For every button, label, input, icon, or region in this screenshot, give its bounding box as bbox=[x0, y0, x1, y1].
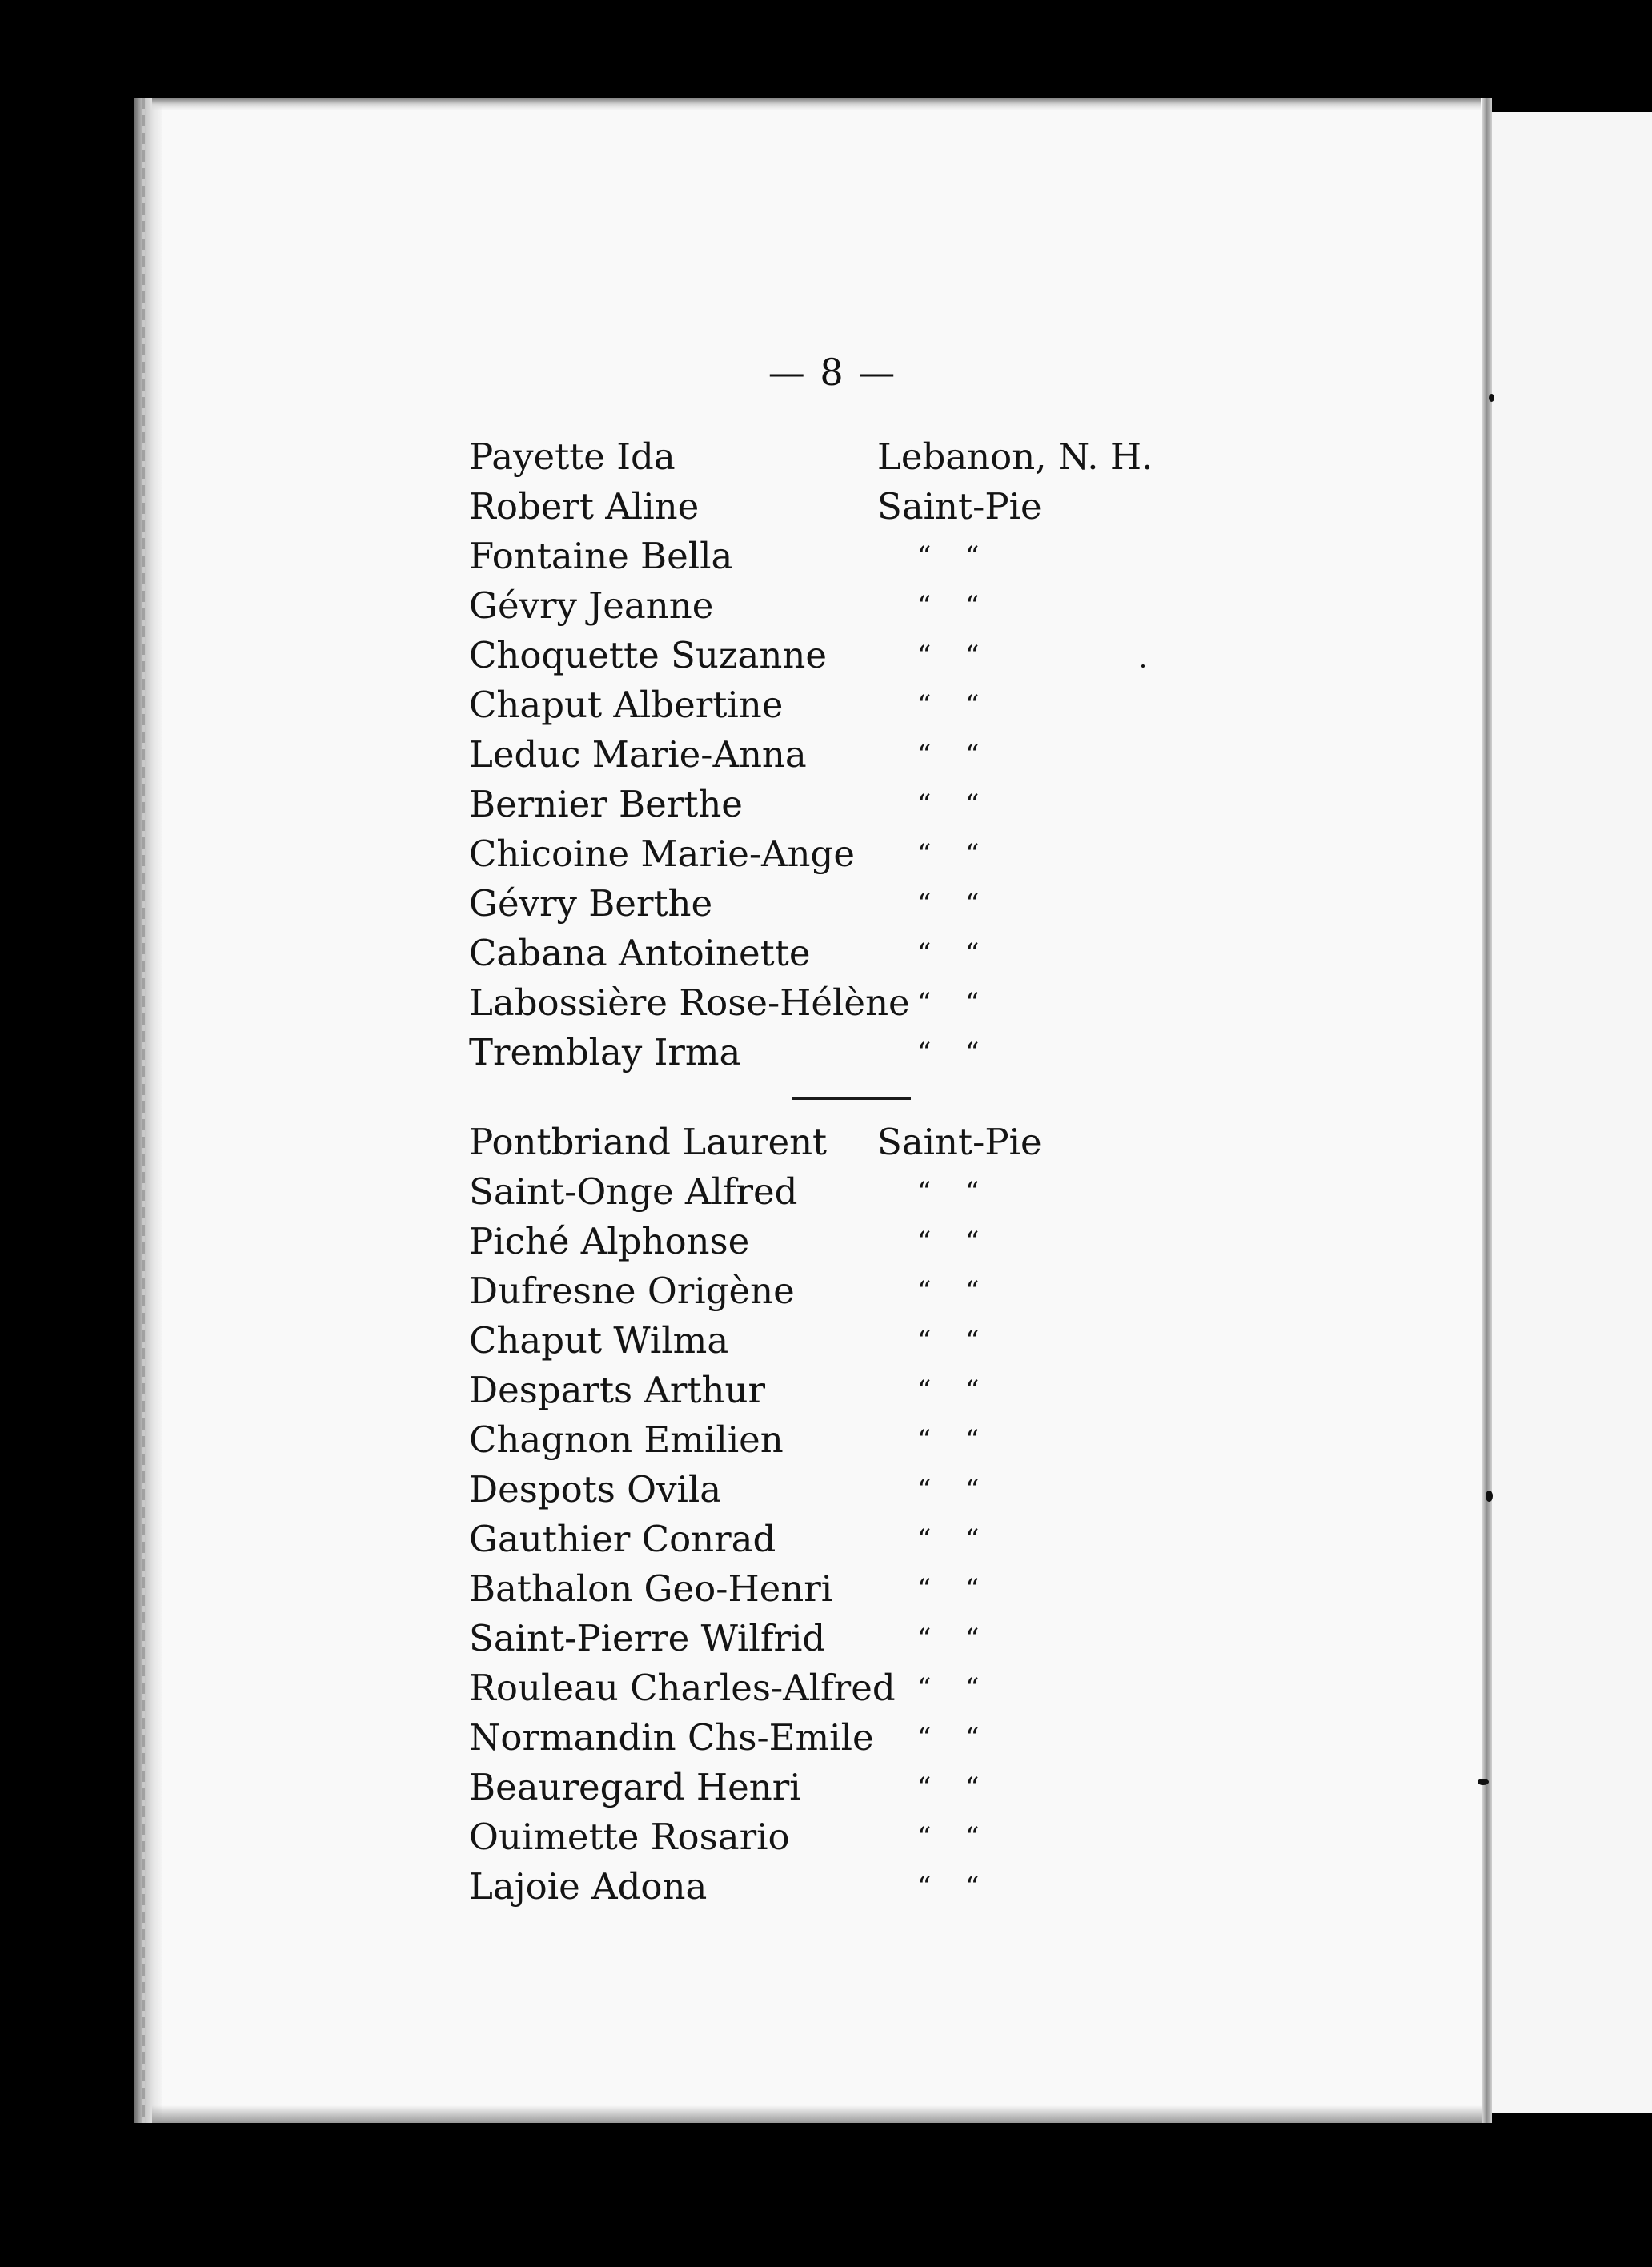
ditto-marks bbox=[917, 879, 1013, 929]
ditto-mark: “ bbox=[917, 1325, 932, 1357]
ditto-marks bbox=[917, 780, 1013, 829]
person-name: Choquette Suzanne bbox=[469, 634, 827, 676]
ditto-marks bbox=[917, 829, 1013, 879]
ditto-mark: “ bbox=[917, 1871, 932, 1903]
bottom-shadow bbox=[152, 2105, 1489, 2123]
ditto-marks bbox=[917, 1812, 1013, 1862]
page-number: — 8 — bbox=[768, 351, 897, 394]
ditto-marks bbox=[917, 978, 1013, 1028]
ditto-marks bbox=[917, 1217, 1013, 1266]
ditto-mark: “ bbox=[917, 987, 932, 1019]
list-item bbox=[469, 1028, 1189, 1077]
person-name: Chagnon Emilien bbox=[469, 1418, 784, 1461]
ditto-mark: “ bbox=[965, 1037, 980, 1069]
ditto-mark: “ bbox=[965, 1623, 980, 1655]
ditto-mark: “ bbox=[917, 1474, 932, 1506]
ditto-mark: “ bbox=[965, 540, 980, 572]
list-item bbox=[469, 1465, 1189, 1515]
list-item bbox=[469, 631, 1189, 680]
person-name: Normandin Chs-Emile bbox=[469, 1716, 874, 1759]
ink-speck bbox=[1478, 1779, 1489, 1785]
person-name: Chicoine Marie-Ange bbox=[469, 833, 855, 875]
ditto-mark: “ bbox=[917, 1573, 932, 1605]
ditto-mark: “ bbox=[965, 788, 980, 821]
list-item bbox=[469, 1564, 1189, 1614]
list-item bbox=[469, 780, 1189, 829]
ditto-marks bbox=[917, 929, 1013, 978]
ditto-mark: “ bbox=[965, 1424, 980, 1456]
ditto-mark: “ bbox=[917, 689, 932, 721]
list-item bbox=[469, 1763, 1189, 1812]
list-item bbox=[469, 532, 1189, 581]
person-name: Gévry Berthe bbox=[469, 882, 713, 925]
ditto-mark: “ bbox=[917, 1523, 932, 1555]
list-item bbox=[469, 1862, 1189, 1912]
ditto-mark: “ bbox=[965, 590, 980, 622]
person-name: Rouleau Charles-Alfred bbox=[469, 1667, 896, 1709]
list-item bbox=[469, 1316, 1189, 1366]
ditto-mark: “ bbox=[965, 1176, 980, 1208]
ditto-marks bbox=[917, 631, 1013, 680]
place-name: Saint-Pie bbox=[877, 485, 1042, 528]
ditto-mark: “ bbox=[917, 788, 932, 821]
ditto-marks bbox=[917, 680, 1013, 730]
ditto-marks bbox=[917, 1316, 1013, 1366]
ditto-mark: “ bbox=[917, 1374, 932, 1406]
person-name: Cabana Antoinette bbox=[469, 932, 811, 974]
ditto-mark: “ bbox=[965, 888, 980, 920]
ditto-mark: “ bbox=[917, 1424, 932, 1456]
list-item bbox=[469, 1366, 1189, 1415]
ditto-mark: “ bbox=[965, 739, 980, 771]
person-name: Gévry Jeanne bbox=[469, 584, 714, 627]
person-name: Chaput Wilma bbox=[469, 1319, 729, 1362]
ditto-mark: “ bbox=[965, 1871, 980, 1903]
ditto-mark: “ bbox=[965, 1672, 980, 1704]
ditto-marks bbox=[917, 1663, 1013, 1713]
person-name: Desparts Arthur bbox=[469, 1369, 765, 1411]
ditto-mark: “ bbox=[965, 640, 980, 672]
ditto-marks bbox=[917, 532, 1013, 581]
person-name: Saint-Onge Alfred bbox=[469, 1170, 798, 1213]
ditto-mark: “ bbox=[917, 838, 932, 870]
ditto-marks bbox=[917, 1266, 1013, 1316]
person-name: Fontaine Bella bbox=[469, 535, 733, 577]
name-list-group-one bbox=[469, 432, 1189, 1077]
ditto-marks bbox=[917, 1614, 1013, 1663]
list-item bbox=[469, 929, 1189, 978]
ditto-mark: “ bbox=[917, 1037, 932, 1069]
ditto-mark: “ bbox=[917, 1226, 932, 1258]
list-item bbox=[469, 730, 1189, 780]
top-shadow bbox=[152, 98, 1481, 110]
list-item bbox=[469, 1415, 1189, 1465]
ditto-mark: “ bbox=[965, 1226, 980, 1258]
person-name: Leduc Marie-Anna bbox=[469, 733, 807, 776]
list-item bbox=[469, 978, 1189, 1028]
ditto-mark: “ bbox=[917, 540, 932, 572]
list-item bbox=[469, 1663, 1189, 1713]
ditto-mark: “ bbox=[917, 1623, 932, 1655]
ditto-mark: “ bbox=[965, 1523, 980, 1555]
person-name: Bernier Berthe bbox=[469, 783, 743, 825]
ditto-marks bbox=[917, 1465, 1013, 1515]
ditto-mark: “ bbox=[965, 1821, 980, 1853]
ditto-mark: “ bbox=[917, 888, 932, 920]
person-name: Bathalon Geo-Henri bbox=[469, 1567, 833, 1610]
list-item bbox=[469, 1614, 1189, 1663]
ditto-marks bbox=[917, 1515, 1013, 1564]
ditto-marks bbox=[917, 581, 1013, 631]
ditto-mark: “ bbox=[917, 1672, 932, 1704]
person-name: Pontbriand Laurent bbox=[469, 1121, 828, 1163]
list-item bbox=[469, 482, 1189, 532]
list-item bbox=[469, 1515, 1189, 1564]
facing-page-edge bbox=[1492, 112, 1652, 2113]
ditto-marks bbox=[917, 1564, 1013, 1614]
list-item bbox=[469, 1812, 1189, 1862]
list-item bbox=[469, 1713, 1189, 1763]
place-name: Saint-Pie bbox=[877, 1121, 1042, 1163]
person-name: Chaput Albertine bbox=[469, 684, 784, 726]
ditto-mark: “ bbox=[965, 838, 980, 870]
section-divider bbox=[792, 1097, 911, 1100]
ditto-marks bbox=[917, 730, 1013, 780]
person-name: Robert Aline bbox=[469, 485, 700, 528]
ink-speck bbox=[1489, 394, 1494, 402]
ditto-mark: “ bbox=[917, 1275, 932, 1307]
ditto-mark: “ bbox=[965, 1474, 980, 1506]
ditto-mark: “ bbox=[965, 1573, 980, 1605]
person-name: Piché Alphonse bbox=[469, 1220, 750, 1262]
person-name: Labossière Rose-Hélène bbox=[469, 981, 910, 1024]
binding-edge bbox=[134, 98, 162, 2123]
ditto-mark: “ bbox=[965, 689, 980, 721]
ink-speck bbox=[1486, 1491, 1493, 1502]
person-name: Despots Ovila bbox=[469, 1468, 722, 1511]
list-item bbox=[469, 1117, 1189, 1167]
ditto-marks bbox=[917, 1167, 1013, 1217]
ditto-marks bbox=[917, 1415, 1013, 1465]
list-item bbox=[469, 581, 1189, 631]
person-name: Lajoie Adona bbox=[469, 1865, 708, 1908]
ditto-mark: “ bbox=[917, 1821, 932, 1853]
ditto-mark: “ bbox=[917, 590, 932, 622]
ditto-marks bbox=[917, 1763, 1013, 1812]
list-item bbox=[469, 879, 1189, 929]
ditto-mark: “ bbox=[965, 1374, 980, 1406]
ditto-marks bbox=[917, 1028, 1013, 1077]
name-list-group-two bbox=[469, 1117, 1189, 1912]
ditto-marks bbox=[917, 1366, 1013, 1415]
person-name: Ouimette Rosario bbox=[469, 1816, 790, 1858]
list-item bbox=[469, 680, 1189, 730]
ditto-mark: “ bbox=[917, 1771, 932, 1804]
ditto-marks bbox=[917, 1713, 1013, 1763]
ditto-mark: “ bbox=[965, 987, 980, 1019]
place-name: Lebanon, N. H. bbox=[877, 435, 1153, 478]
person-name: Beauregard Henri bbox=[469, 1766, 801, 1808]
ditto-mark: “ bbox=[965, 1722, 980, 1754]
ditto-mark: “ bbox=[917, 937, 932, 969]
person-name: Payette Ida bbox=[469, 435, 676, 478]
ditto-mark: “ bbox=[917, 640, 932, 672]
ditto-mark: “ bbox=[917, 1176, 932, 1208]
person-name: Dufresne Origène bbox=[469, 1270, 795, 1312]
ditto-mark: “ bbox=[965, 937, 980, 969]
list-item bbox=[469, 829, 1189, 879]
list-item bbox=[469, 1167, 1189, 1217]
person-name: Saint-Pierre Wilfrid bbox=[469, 1617, 826, 1659]
ditto-mark: “ bbox=[965, 1771, 980, 1804]
ditto-marks bbox=[917, 1862, 1013, 1912]
list-item bbox=[469, 1266, 1189, 1316]
ditto-mark: “ bbox=[917, 1722, 932, 1754]
list-item bbox=[469, 1217, 1189, 1266]
ditto-mark: “ bbox=[917, 739, 932, 771]
person-name: Tremblay Irma bbox=[469, 1031, 741, 1073]
ditto-mark: “ bbox=[965, 1325, 980, 1357]
list-item bbox=[469, 432, 1189, 482]
person-name: Gauthier Conrad bbox=[469, 1518, 776, 1560]
ditto-mark: “ bbox=[965, 1275, 980, 1307]
